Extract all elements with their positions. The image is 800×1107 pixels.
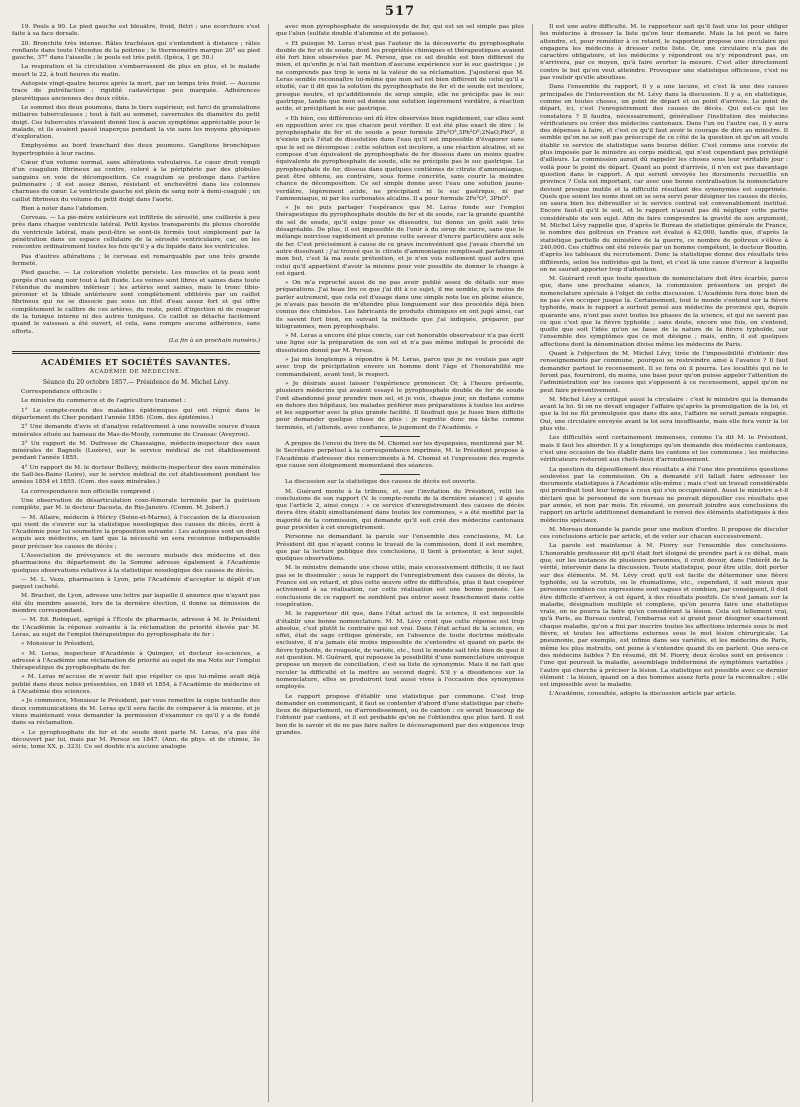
paragraph: » Je ne puis partager l'espérance que M. Leras fonde sur l'emploi thérapeutique du pyrophosphate double de fer et de soude, car la grande quantité de sel de soude, qu'il exige pour se dissoudre, lui donne un goût salé très désagréable. De plus, il est impossible de l'unir à du sirop de sucre, sans que le mélange noircisse rapidement et prenne cette saveur d'encre particulière aux sels de fer. C'est précisément à cause de ce grave inconvénient que j'avais cherché un autre dissolvant ; j'ai trouvé que le citrate d'ammoniaque remplissait parfaitement mon but, c'est là ma seule prétention, et je n'en vois nullement quel autre que celui qu'il appartient d'avoir la mienne pour voir possible de donner le change à cet égard. bbox=[276, 205, 524, 277]
paragraph: M. le ministre demande une chose utile, mais excessivement difficile, il ne faut pas se le dissimuler ; sous le rapport de l'enregistrement des causes de décès, la France est en retard, et plus cette œuvre offre de difficultés, plus il faut coopérer activement à sa réalisation, car cette réalisation est une bonne pensée. Les conclusions de ce rapport ne semblent pas entrer assez franchement dans cette coopération. bbox=[276, 565, 524, 608]
paragraph: » Et puisque M. Leras n'est pas l'auteur de la découverte du pyrophosphate double de fer et de soude, dont les propriétés chimiques et thérapeutiques avaient été fort bien observées par M. Persoz, que ce sel double est bien différent du mien, et qu'enfin je n'ai fait mention d'aucune expérience sur le suc gastrique ; je ne comprends pas trop le sens ni la valeur de sa réclamation. J'ajouterai que M. Leras semble reconnaître lui-même que mon sel est bien différent de celui qu'il a étudié, car il dit que la solution du pyrophosphate de fer et de soude est incolore, presque neutre, et qu'additionnée de sirop simple, elle ne précipite pas le suc gastrique, tandis que mon sel donne une solution légèrement verdâtre, à réaction acide, et précipitant le suc gastrique. bbox=[276, 40, 524, 113]
paragraph: — M. Allaire, médecin à Héricy (Seine-et-Marne), à l'occasion de la discussion qui vient de s'ouvrir sur la statistique nosologique des causes de décès, écrit à l'Académie pour lui soumettre la proposition suivante : Les autopsies sont un droit acquis aux médecins, en tant que la nécessité en sera reconnue indispensable pour préciser les causes de décès ; bbox=[12, 514, 260, 550]
case-report-text bbox=[12, 24, 260, 336]
column-right bbox=[532, 24, 788, 1102]
paragraph: Correspondance officielle : bbox=[21, 389, 102, 396]
paragraph: Cerveau. — La pie-mère extérieure est infiltrée de sérosité, une cuillerée à peu près dans chaque ventricule latéral. Petit kystes transparents du plexus choroïde du ventricule latéral, mais peut-être se sont-ils formés tout simplement par la pénétration dans un espace cellulaire de la sérosité ventriculaire, car, on les rencontre ordinairement toutes les fois qu'il y a du liquide dans les ventricules. bbox=[12, 215, 260, 251]
divider bbox=[380, 474, 420, 475]
paragraph: Personne ne demandant la parole sur l'ensemble des conclusions, M. Le Président dit que n'ayant connu le travail de la commission, dont il est membre, que par la lecture publique des conclusions, il tient à présenter, à leur sujet, quelques observations. bbox=[276, 534, 524, 563]
column-middle bbox=[268, 24, 524, 1102]
paragraph: 4° Un rapport de M. le docteur Bellevy, médecin-inspecteur des eaux minérales de Saïl-les-Bains (Loire), sur le service médical de cet établissement pendant les années 1854 et 1855. (Com. des eaux minérales.) bbox=[12, 464, 260, 486]
paragraph: La respiration et la circulation s'embarrassent de plus en plus, et le malade meurt le 22, à huit heures du matin. bbox=[12, 64, 260, 78]
paragraph: 2° Une demande d'avis et d'analyse relativement à une nouvelle source d'eaux minérales située au hameau de Mas-de-Mouly, commune de Cransac (Aveyron). bbox=[12, 424, 260, 438]
paragraph: » M. Leras m'accuse de n'avoir fait que répéter ce que lui-même avait déjà publié dans deux notes présentées, en 1849 et 1854, à l'Académie de médecine et à l'Académie des sciences. bbox=[12, 674, 260, 696]
paragraph: Quant à l'objection de M. Michel Lévy, tirée de l'impossibilité d'obtenir des renseignements par commune, pourquoi se restreindre ainsi à l'avance ? Il faut demander partout le recensement. Il se fera où il pourra. Les localités qui ne le feront pas, fourniront, du moins, une base pour qu'on puisse appeler l'attention de l'administration sur les causes qui s'opposent à ce recensement, appel qu'on ne peut faire préventivement. bbox=[540, 351, 788, 394]
paragraph: Une observation de désarticulation coxo-fémorale terminée par la guérison complète, par M. le docteur Dacosta, de Rio-Janeiro. (Comm. M. Jobert.) bbox=[12, 497, 260, 512]
academy-title: ACADÉMIE DE MÉDECINE. bbox=[90, 369, 182, 376]
paragraph: L'Académie, consultée, adopte la discussion article par article. bbox=[549, 691, 737, 698]
chomel-note-text bbox=[276, 441, 524, 470]
divider bbox=[380, 436, 420, 437]
session-report-text bbox=[12, 389, 260, 751]
paragraph: Les difficultés sont certainement immenses, comme l'a dit M. le Président, mais il faut les aborder. Il y a longtemps qu'on demande des médecins cantonaux, c'est une occasion de les établir dans les cantons et les communes ; les médecins vérificateurs resteront aux chefs-lieux d'arrondissement. bbox=[540, 435, 788, 464]
paragraph: — M. L. Vezu, pharmacien à Lyon, prie l'Académie d'accepter le dépôt d'un paquet cacheté. bbox=[12, 576, 260, 591]
paragraph: 19. Pouls à 90. Le pied gauche est bleuâtre, froid, flétri ; une écorchure s'est faite à sa face dorsale. bbox=[12, 24, 260, 38]
columns bbox=[12, 24, 788, 1102]
to-be-continued-note: (La fin à un prochain numéro.) bbox=[168, 337, 260, 344]
paragraph: Pied gauche. — La coloration violette persiste. Les muscles et la peau sont gorgés d'un sang noir tout à fait fluide. Les veines sont libres et saines dans toute l'étendue du membre inférieur ; les artères sont saines, mais le tronc tibio-péronier et la tibiale antérieure sont complètement oblitérés par un caillot fibrineux qui ne se dissocie pas sous un filet d'eau assez fort et qui offre complètement le calibre de ces artères, du reste, point d'injection ni de rougeur de la tunique interne ni des autres tuniques. Ce caillot se détache facilement quand le vaisseau a été ouvert, et cela, sans rompre aucune adhérence, sans efforts. bbox=[12, 270, 260, 335]
paragraph: Le sommet des deux poumons, dans le tiers supérieur, est farci de granulations miliaires tuberculeuses ; tout à fait au sommet, cavernules du diamètre du petit doigt. Ces tubercules n'avaient donné lieu à aucun symptôme appréciable pour le malade, et ils avaient passé inaperçus pendant la vie sans les moyens physiques d'exploration. bbox=[12, 104, 260, 141]
paragraph: La question du dépouillement des résultats a été l'une des premières questions soulevées par la commission. On a demandé s'il fallait faire adresser les documents statistiques à l'Académie elle-même ; mais c'est un travail considérable qui prendrait tout leur temps à ceux qui s'en occuperaient. Aussi le ministre a-t-il déclaré que le personnel de son bureau ne pouvait dépouiller ces résultats que par année, et non par mois. En résumé, on pourrait joindre aux conclusions du rapport un article additionnel demandant le renvoi des éléments statistiques à des médecins spéciaux. bbox=[540, 466, 788, 524]
paragraph: Le rapport propose d'établir une statistique par commune. C'est trop demander en commençant, il faut se contenter d'abord d'une statistique par chefs-lieux de département, ou d'arrondissement, ou de canton : ce serait beaucoup de l'obtenir par cantons, et il est probable qu'on ne l'obtiendra que plus tard. Il est bon de le savoir et de ne pas faire naître le découragement par des exigences trop grandes. bbox=[276, 693, 524, 737]
paragraph: avec mon pyrophosphate de sesquioxyde de fer, qui est un sel simple pas plus que l'alun (sulfate double d'alumine et de potasse). bbox=[276, 24, 524, 38]
discussion-continued-text bbox=[540, 24, 788, 699]
paragraph: Dans l'ensemble du rapport, il y a une lacune, et c'est là une des causes principales de l'intervention de M. Lévy dans la discussion. Il y a, en statistique, comme en toutes choses, un point de départ et un point d'arrivée. Le point de départ, ici, c'est l'enregistrement des causes de décès. Qui est-ce qui les constatera ? Il faudra, nécessairement, généraliser l'institution des médecins vérificateurs ou créer des médecins cantonaux. Dans l'un ou l'autre cas, il y aura des dépenses à faire, et c'est ce qu'il faut avoir le courage de dire au ministre. Il semble qu'on ne se soit pas préoccupé de ce côté de la question et qu'on ait voulu établir ce service de statistique sans bourse délier. C'est comme une corvée de plus imposée par le ministre au corps médical, qui n'est cependant pas privilégié d'ailleurs. La commission aurait dû rappeler les choses sous leur véritable jour : voilà pour le point de départ. Quant au point d'arrivée, il n'en est pas davantage question dans le rapport. A qui seront envoyés les documents recueillis en province ? Cela est important, car avec une bonne centralisation la nomenclature devient presque inutile et la difficulté résultant des synonymies est supprimée. Quels que soient les noms dont on se sera servi pour désigner les causes de décès, on saura bien les débrouiller si le service central est convenablement institué. Encore faut-il qu'il le soit, et le rapport n'aurait pas dû négliger cette partie considérable de son sujet. Afin de faire comprendre la gravité de son argument, M. Michel Lévy rappelle que, d'après le Bureau de statistique générale de France, le nombre des goîtreux en France est évalué à 42,000, tandis que, d'après la statistique partielle du ministère de la guerre, ce nombre de goîtreux s'élève à 240,000. Ces chiffres ont été relevés par un homme compétent, le docteur Boudin, d'après les tableaux du recrutement. Donc la statistique donne des résultats très différents, selon les individus qui la font, et c'est là une cause d'erreur à laquelle on ne saurait apporter trop d'attention. bbox=[540, 84, 788, 273]
paragraph: M. Guérard croit que toute question de nomenclature doit être écartée, parce que, dans une prochaine séance, la commission présentera un projet de nomenclature spéciale à l'objet de cette discussion. L'Académie fera donc bien de ne pas s'en occuper jusque là. Certainement, tout le monde s'entend sur la fièvre typhoïde, mais le rapport a surtout pensé aux médecins de province qui, depuis quarante ans, n'ont pas suivi toutes les phases de la science, et qui ne savent pas ce que c'est que la fièvre typhoïde ; sans doute, encore une fois, on s'entend, quelle que soit l'idée qu'on se fasse de la nature de la fièvre typhoïde, sur l'ensemble des symptômes que ce mot désigne ; mais, enfin, il est quelques affections dont la dénomination divise même les médecins de Paris. bbox=[540, 276, 788, 348]
paragraph: M. Brachet, de Lyon, adresse une lettre par laquelle il annonce que n'ayant pas été élu membre associé, lors de la dernière élection, il donne sa démission de membre correspondant. bbox=[12, 593, 260, 615]
session-line: Séance du 20 octobre 1857.— Présidence de M. Michel Lévy. bbox=[42, 378, 230, 386]
paragraph: A propos de l'envoi du livre de M. Chomel sur les dyspepsies, mentionné par M. le Secrétaire perpétuel à la correspondance imprimée, M. le Président propose à l'Académie d'adresser des remerciments à M. Chomel et l'expression des regrets que cause son éloignement momentané des séances. bbox=[276, 441, 524, 469]
robiquet-letter-text bbox=[276, 24, 524, 432]
paragraph: » Je désirais aussi laisser l'expérience prononcer. Or, à l'heure présente, plusieurs médecins qui avaient essayé le pyrophosphate double de fer de soude l'ont abandonné pour prendre mon sel, et je vois, chaque jour, en dedans comme en dehors des hôpitaux, les malades préférer mes préparations à toutes les autres et les supporter avec la plus grande facilité. Il faudrait que je fusse bien difficile pour demander quelque chose de plus : je regrette donc ma tâche comme terminée, et j'attends, avec confiance, le jugement de l'Académie. » bbox=[276, 380, 524, 431]
paragraph: » Le pyrophosphate de fer et de soude dont parle M. Leras, n'a pas été découvert par lui, mais par M. Persoz en 1847. (Ann. de phys. et de chimie, 3e série, tome XX, p. 323). Ce sel double n'a aucune analogie bbox=[12, 729, 260, 751]
page-number: 517 bbox=[384, 4, 416, 19]
paragraph: » On m'a reproché aussi de ne pas avoir publié assez de détails sur mes préparations. J'ai beau lire ce que j'ai dit à ce sujet, il me semble, qu'à moins de parler autrement, que cela est d'usage dans une simple note lue en pleine séance, je n'avais pas besoin de m'étendre plus longuement sur des procédés déjà bien connus des chimistes. Les fabricants de produits chimiques en ont jugé ainsi, car ils savent fort bien, en suivant la méthode que j'ai indiquée, préparer, par kilogrammes, mon pyrophosphate. bbox=[276, 280, 524, 330]
paragraph: Pas d'autres altérations ; le cerveau est remarquable par une très grande fermeté. bbox=[12, 253, 260, 267]
paragraph: Emphysème au bord tranchant des deux poumons. Ganglions bronchiques hypertrophiés à leur racine. bbox=[12, 143, 260, 157]
paragraph: » M. Leras a encore été plus concis, car cet honorable observateur n'a pas écrit une ligne sur la préparation de son sel et n'a pas même indiqué le procédé de dissolution donné par M. Persoz. bbox=[276, 333, 524, 354]
section-divider bbox=[12, 351, 260, 354]
paragraph: « Monsieur le Président, bbox=[21, 641, 95, 648]
paragraph: » Eh bien, ces différences ont dû être observées bien rapidement, car elles sont en opposition avec ce que chacun peut vérifier. Il est été plus exact de dire : le pyrophosphate de fer et de soude a pour formule 2Fe²O³,3Ph²O⁵;2NaO,PhO⁵, il n'existe qu'à l'état de dissolution dans l'eau qu'il est impossible d'évaporer sans que le sel se décompose : cette solution est incolore, a une réaction alcaline, et se compose d'un équivalent de pyrophosphate de fer dissous dans un moins quatre équivalents de pyrophosphate de soude, elle ne précipite pas le suc gastrique. Le pyrophosphate de fer, dissous dans quelques centièmes de citrate d'ammoniaque, peut être obtenu, au contraire, sous forme concrète, sans courir la moindre chance de décomposition. Ce sel simple donne avec l'eau une solution jaune-verdâtre, légèrement acide, ne précipitant ni le suc gastrique, ni par l'ammoniaque, ni par les carbonates alcalins. Il a pour formule 2Fe²O³, 3PhO⁵. bbox=[276, 115, 524, 202]
paragraph: » Je commence, Monsieur le Président, par vous remettre la copie textuelle des deux communications de M. Leras qu'il sera facile de comparer à la mienne, et je viens maintenant vous demander la permission d'examiner ce qu'il y a de fondé dans sa réclamation. bbox=[12, 698, 260, 727]
section-title: ACADÉMIES ET SOCIÉTÉS SAVANTES. bbox=[41, 357, 231, 368]
paragraph: M. le rapporteur dit que, dans l'état actuel de la science, il est impossible d'établir une bonne nomenclature. M. M. Lévy croit que cette réponse est trop absolue, c'est plutôt le contraire qui est vrai. Dans l'état actuel de la science, en effet, état de sage critique générale, en l'absence de toute doctrine médicale exclusive, il n'a jamais été moins impossible de s'entendre et quand on parle de fièvre typhoïde, de rougeole, de variole, etc., tout le monde sait très bien de quoi il est question. M. Guérard, qui repousse la possibilité d'une nomenclature univoque propose un moyen de conciliation, c'est sa liste de synonymie. Mais il ne fait que reculer la difficulté et la mettre au second degré. S'il y a dissidences sur la nomenclature, elles se produiront tout aussi vives à l'occasion des synonymes employés. bbox=[276, 611, 524, 691]
paragraph: Le ministre du commerce et de l'agriculture transmet : bbox=[21, 398, 186, 405]
paragraph: » M. Leras, inspecteur d'Académie à Quimper, et docteur ès-sciences, a adressé à l'Académie une réclamation de priorité au sujet de ma Note sur l'emploi thérapeutique du pyrophosphate de fer. bbox=[12, 650, 260, 672]
paragraph: — M. Ed. Robiquet, agrégé à l'École de pharmacie, adresse à M. le Président de l'Académie la réponse suivante à la réclamation de priorité élevée par M. Leras, au sujet de l'emploi thérapeutique du pyrophosphate de fer : bbox=[12, 617, 260, 638]
paragraph: Rien à noter dans l'abdomen. bbox=[21, 205, 109, 212]
paragraph: L'Association de prévoyance et de secours mutuels des médecins et des pharmaciens du département de la Somme adresse également à l'Académie quelques observations relatives à la statistique nosologique des causes de décès. bbox=[12, 553, 260, 574]
paragraph: 3° Un rapport de M. Dufresse de Chassaigne, médecin-inspecteur des eaux minérales de Bagnols (Lozère), sur le service médical de cet établissement pendant l'année 1855. bbox=[12, 440, 260, 462]
paragraph: M. Guérard monte à la tribune, et, sur l'invitation du Président, relit les conclusions de son rapport (V. le compte-rendu de la dernière séance) ; il ajoute que l'article 2, ainsi conçu : « ce service d'enregistrement des causes de décès devra être établi simultanément dans toutes les communes, » a été modifié par la majorité de la commission, qui demande qu'il soit créé des médecins cantonaux pour procéder à cet enregistrement. bbox=[276, 488, 524, 531]
paragraph: 1° Le compte-rendu des maladies épidémiques qui ont régné dans le département du Cher pendant l'année 1856. (Com. des épidémies.) bbox=[12, 407, 260, 421]
paragraph: Il est une autre difficulté. M. le rapporteur sait qu'il faut une loi pour obliger les médecins à dresser la liste qu'on leur demande. Mais la loi peut se faire attendre, et, pour remédier à ce retard, le rapporteur propose une circulaire qui engagera les médecins à dresser cette liste. Or, une circulaire n'a pas de caractère obligatoire, et les médecins y répondront ou n'y répondront pas, on n'arrivera, par ce moyen, qu'à faire avorter la mesure. C'est aller directement contre le but qu'on veut atteindre. Provoquer une statistique officieuse, c'est ne pas vouloir qu'elle aboutisse. bbox=[540, 24, 788, 82]
paragraph: 20. Bronchite très intense. Râles trachéaux qui s'entendent à distance ; râles ronflants dans toute l'étendue de la poitrine ; le thermomètre marque 20° au pied gauche, 37° dans l'aisselle ; le pouls est très petit. (Ipéca, 1 gr. 50.) bbox=[12, 40, 260, 62]
paragraph: Autopsie vingt-quatre heures après la mort, par un temps très froid. — Aucune trace de putréfaction ; rigidité cadavérique peu marquée. Adhérences pleurétiques anciennes des deux côtés. bbox=[12, 81, 260, 102]
discussion-text bbox=[276, 479, 524, 737]
paragraph: M. Moreau demande la parole pour une motion d'ordre. Il propose de discuter ces conclusions article par article, et de voter sur chacun successivement. bbox=[540, 526, 788, 541]
paragraph: La discussion sur la statistique des causes de décès est ouverte. bbox=[285, 479, 478, 486]
paragraph: » Jai mis longtemps à répondre à M. Leras, parce que je ne voulais pas agir avec trop de précipitation envers un homme dont l'âge et l'honorabilité me commandaient, avant tout, le respect. bbox=[276, 357, 524, 378]
paragraph: M. Michel Lévy a critiqué aussi la circulaire : c'est le ministre qui la demande avant la loi. Si on ne devait engager l'affaire qu'après la promulgation de la loi, et que la loi ne fût promulguée que dans dix ans, l'affaire ne serait jamais engagée. Oui, une circulaire envoyée avant la loi sera insuffisante, mais elle fera venir la loi plus vite. bbox=[540, 396, 788, 433]
paragraph: La parole est maintenue à M. Piorry sur l'ensemble des conclusions. L'honorable professeur dit qu'il était fort éloigné de prendre part à ce débat, mais que, sur les instances de plusieurs personnes, il croit devoir, dans l'intérêt de la vérité, intervenir dans la discussion. Toute statistique, pour être utile, doit porter sur des éléments. M. M. Lévy croit qu'il est facile de déterminer une fièvre typhoïde, ou la scrofule, ou le rhumatisme, etc., cependant, il sait mieux que personne combien ces expressions sont vagues et combien, par conséquent, il doit être difficile d'arriver, à cet égard, à des résultats positifs. Ce n'est jamais sur la maladie, désignation multiple et complexe, qu'on pourra faire une statistique vraie, on ne pourra la faire qu'en considérant la lésion. Cela est tellement vrai, qu'à Paris, au Bureau central, l'embarras est si grand pour désigner exactement chaque maladie, qu'on a fini par inscrire toutes les affections internes sous le mot fièvre, et toutes les affections externes sous le mot lésion chirurgicale. La pneumonie, par exemple, est infinie dans ses variétés, et les médecins de Paris, même les plus instruits, ont peine à s'entendre quand ils en parlent. Que sera-ce des médecins faibles ? En résumé, dit M. Piorry, deux écoles sont en présence : l'une qui poursuit la maladie, assemblage indéterminé de symptômes variables ; l'autre qui cherche à préciser la lésion. La statistique est possible avec ce dernier élément : la lésion, quand on a des hommes assez forts pour la reconnaître ; elle est impossible avec la maladie. bbox=[540, 543, 788, 689]
paragraph: Cœur d'un volume normal, sans altérations valvulaires. Le cœur droit rempli d'un coagulum fibrineux au centre, coloré à la périphérie par des globules sanguins en voie de décomposition. Ce coagulum se prolonge dans l'artère pulmonaire ; il est assez dense, résistant et enchevêtré dans les colonnes charnues du cœur. Le ventricule gauche est plein de sang noir à demi-coagulé ; un caillot fibrineux du volume du petit doigt dans l'aorte. bbox=[12, 160, 260, 203]
column-left bbox=[12, 24, 260, 1102]
paragraph: La correspondance non officielle comprend : bbox=[21, 488, 155, 495]
